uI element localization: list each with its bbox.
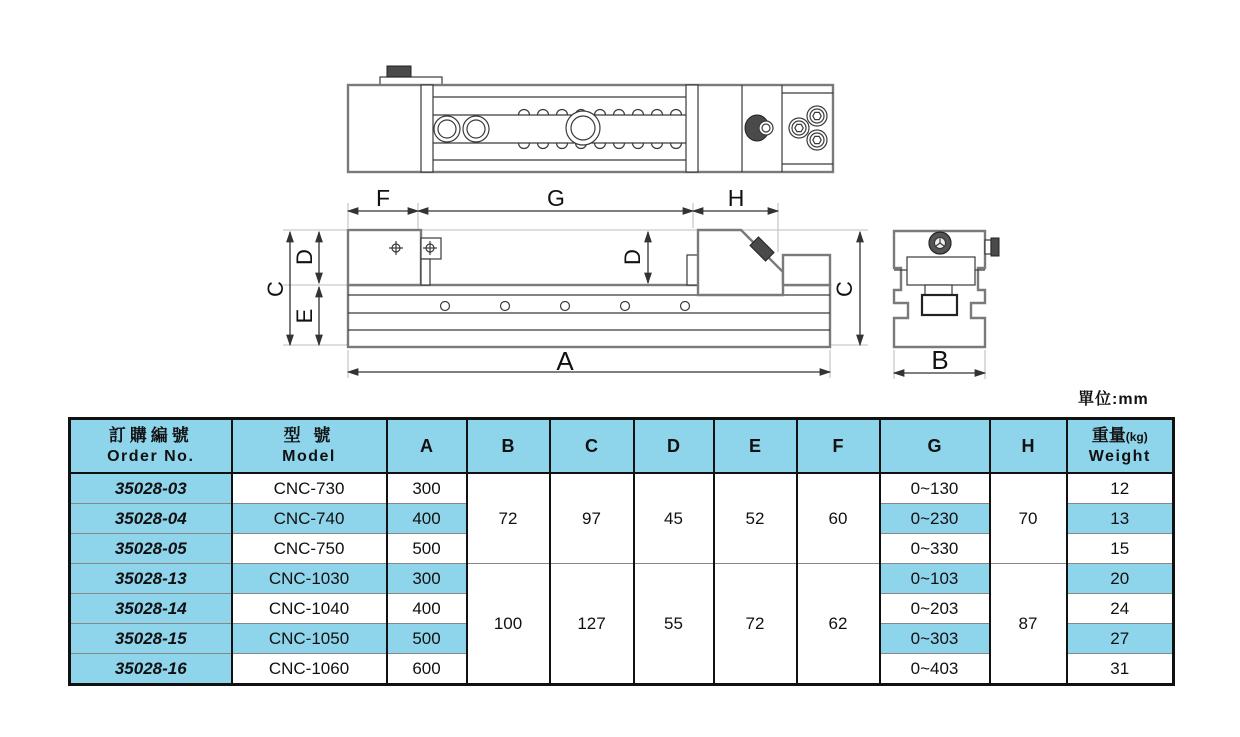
- header-h: H: [990, 419, 1067, 474]
- spec-table: [68, 417, 1175, 686]
- cell-g: 0~330: [880, 534, 990, 564]
- end-view: [894, 231, 999, 379]
- cell-a: 300: [387, 564, 467, 594]
- dim-label-g: G: [547, 185, 565, 211]
- unit-note: 單位:mm: [1078, 391, 1149, 408]
- cell-model: CNC-1040: [232, 594, 387, 624]
- table-row: [70, 564, 1174, 594]
- cell-model: CNC-1050: [232, 624, 387, 654]
- cell-order: 35028-13: [70, 564, 232, 594]
- cell-order: 35028-16: [70, 654, 232, 685]
- cell-c-group1: 97: [550, 473, 634, 564]
- dim-label-h: H: [727, 185, 745, 211]
- cell-g: 0~130: [880, 473, 990, 504]
- cell-weight: 27: [1067, 624, 1174, 654]
- cell-b-group1: 72: [467, 473, 550, 564]
- cell-d-group1: 45: [634, 473, 714, 564]
- cell-order: 35028-14: [70, 594, 232, 624]
- movable-jaw: [698, 230, 783, 295]
- cell-order: 35028-05: [70, 534, 232, 564]
- clamp-knob-top: [387, 66, 411, 77]
- cell-a: 500: [387, 624, 467, 654]
- dim-label-a: A: [556, 346, 574, 376]
- cell-e-group1: 52: [714, 473, 797, 564]
- dim-label-f: F: [375, 185, 391, 211]
- cell-b-group2: 100: [467, 564, 550, 685]
- cell-model: CNC-1030: [232, 564, 387, 594]
- cell-model: CNC-730: [232, 473, 387, 504]
- header-row: [70, 419, 1174, 474]
- header-f: F: [797, 419, 880, 474]
- cell-f-group1: 60: [797, 473, 880, 564]
- cell-model: CNC-740: [232, 504, 387, 534]
- table-row: [70, 473, 1174, 504]
- cell-a: 500: [387, 534, 467, 564]
- cell-weight: 20: [1067, 564, 1174, 594]
- dim-label-b: B: [931, 345, 949, 375]
- cell-order: 35028-15: [70, 624, 232, 654]
- dim-label-c-left: C: [263, 281, 288, 297]
- side-view: [263, 185, 868, 378]
- t-slot: [922, 295, 957, 315]
- dim-label-c-right: C: [832, 281, 857, 297]
- cell-order: 35028-04: [70, 504, 232, 534]
- header-order-no: 訂購編號 Order No.: [70, 419, 232, 474]
- dim-label-d-left: D: [292, 249, 317, 265]
- cell-g: 0~103: [880, 564, 990, 594]
- side-knob: [991, 238, 999, 256]
- cell-weight: 12: [1067, 473, 1174, 504]
- cell-model: CNC-750: [232, 534, 387, 564]
- cell-g: 0~403: [880, 654, 990, 685]
- cell-f-group2: 62: [797, 564, 880, 685]
- cell-c-group2: 127: [550, 564, 634, 685]
- header-model: 型 號 Model: [232, 419, 387, 474]
- cell-weight: 13: [1067, 504, 1174, 534]
- dim-label-d-right: D: [620, 249, 645, 265]
- cell-order: 35028-03: [70, 473, 232, 504]
- header-g: G: [880, 419, 990, 474]
- header-b: B: [467, 419, 550, 474]
- cell-model: CNC-1060: [232, 654, 387, 685]
- cell-h-group1: 70: [990, 473, 1067, 564]
- cell-weight: 24: [1067, 594, 1174, 624]
- cell-weight: 15: [1067, 534, 1174, 564]
- cell-g: 0~230: [880, 504, 990, 534]
- cell-g: 0~303: [880, 624, 990, 654]
- cell-h-group2: 87: [990, 564, 1067, 685]
- cell-d-group2: 55: [634, 564, 714, 685]
- header-d: D: [634, 419, 714, 474]
- header-c: C: [550, 419, 634, 474]
- fixed-jaw: [348, 230, 421, 285]
- header-weight: 重量(kg) Weight: [1067, 419, 1174, 474]
- dim-label-e-left: E: [292, 308, 317, 324]
- cell-a: 600: [387, 654, 467, 685]
- header-e: E: [714, 419, 797, 474]
- cell-e-group2: 72: [714, 564, 797, 685]
- header-a: A: [387, 419, 467, 474]
- top-view: [348, 66, 833, 172]
- cell-g: 0~203: [880, 594, 990, 624]
- cell-a: 400: [387, 504, 467, 534]
- cell-a: 300: [387, 473, 467, 504]
- cell-weight: 31: [1067, 654, 1174, 685]
- cell-a: 400: [387, 594, 467, 624]
